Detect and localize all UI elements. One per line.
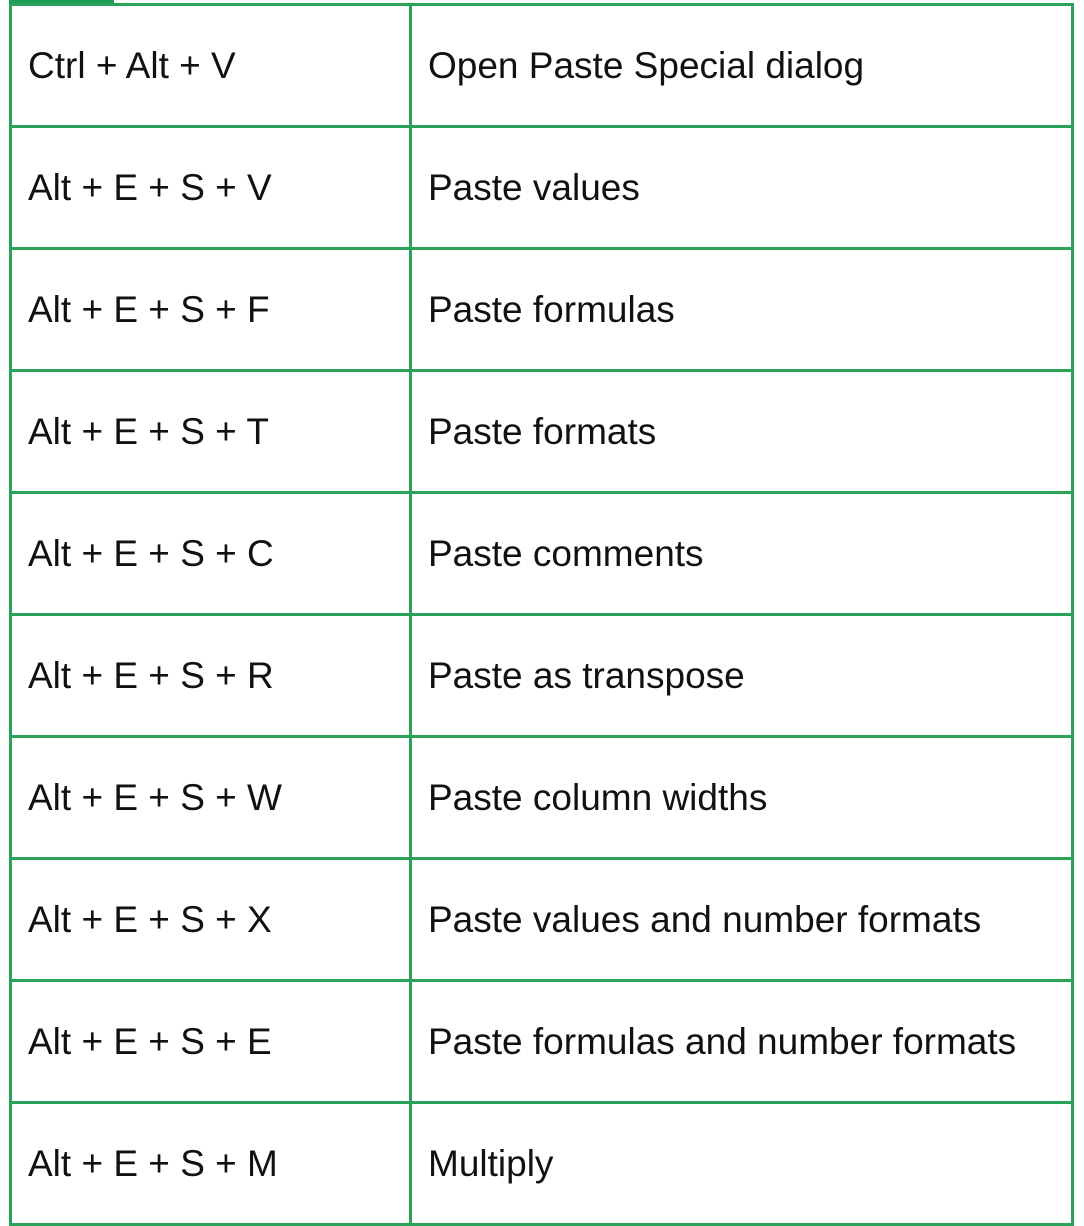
shortcut-description: Paste formats [411, 371, 1073, 493]
shortcut-keys: Alt + E + S + T [11, 371, 411, 493]
shortcut-keys: Alt + E + S + W [11, 737, 411, 859]
shortcut-description: Open Paste Special dialog [411, 5, 1073, 127]
table-row [11, 249, 1073, 371]
shortcut-description: Multiply [411, 1103, 1073, 1225]
shortcut-keys: Ctrl + Alt + V [11, 5, 411, 127]
shortcut-keys: Alt + E + S + R [11, 615, 411, 737]
shortcut-description: Paste formulas and number formats [411, 981, 1073, 1103]
table-row [11, 127, 1073, 249]
table-row [11, 981, 1073, 1103]
table-row [11, 5, 1073, 127]
shortcut-description: Paste column widths [411, 737, 1073, 859]
table-row [11, 493, 1073, 615]
shortcut-description: Paste values [411, 127, 1073, 249]
shortcut-description: Paste formulas [411, 249, 1073, 371]
table-row [11, 615, 1073, 737]
shortcut-keys: Alt + E + S + F [11, 249, 411, 371]
shortcut-keys: Alt + E + S + X [11, 859, 411, 981]
shortcut-keys: Alt + E + S + V [11, 127, 411, 249]
shortcut-keys: Alt + E + S + C [11, 493, 411, 615]
table-row [11, 859, 1073, 981]
shortcut-description: Paste comments [411, 493, 1073, 615]
shortcut-keys: Alt + E + S + E [11, 981, 411, 1103]
table-row [11, 737, 1073, 859]
shortcut-table [9, 3, 1074, 1226]
shortcut-description: Paste values and number formats [411, 859, 1073, 981]
shortcut-table-container [9, 3, 1071, 1193]
shortcut-keys: Alt + E + S + M [11, 1103, 411, 1225]
shortcut-description: Paste as transpose [411, 615, 1073, 737]
table-row [11, 1103, 1073, 1225]
table-row [11, 371, 1073, 493]
